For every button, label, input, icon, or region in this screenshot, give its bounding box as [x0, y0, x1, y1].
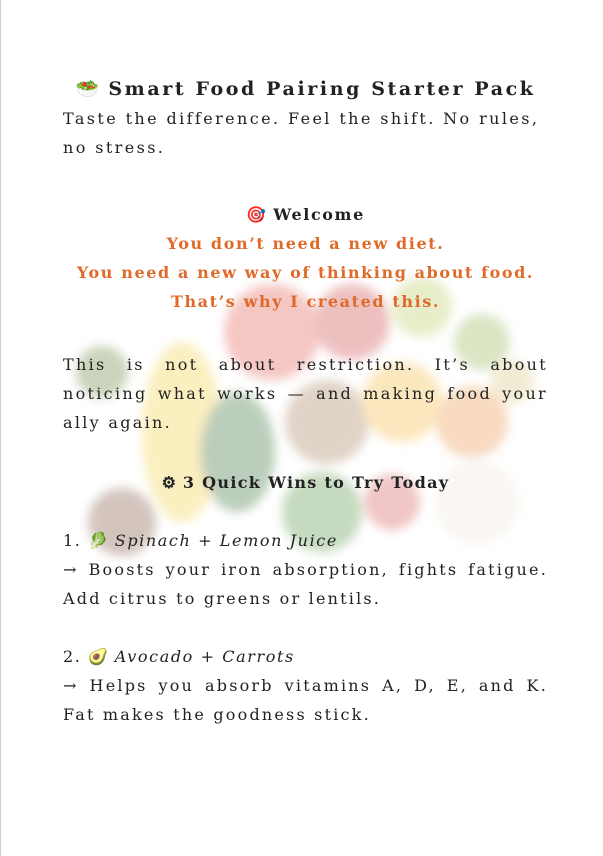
gear-icon: ⚙ [161, 473, 176, 492]
welcome-message [63, 229, 548, 316]
quick-win-description: → Boosts your iron absorption, fights fatigue. Add citrus to greens or lentils. [63, 560, 548, 608]
quick-win-description: → Helps you absorb vitamins A, D, E, and K. Fat makes the goodness stick. [63, 676, 548, 724]
document-body [63, 74, 548, 729]
welcome-heading-text: Welcome [273, 205, 365, 224]
target-icon: 🎯 [246, 205, 267, 224]
welcome-line: That’s why I created this. [170, 292, 441, 311]
tagline: Taste the difference. Feel the shift. No rules, no stress. [63, 109, 540, 157]
welcome-heading [63, 200, 548, 229]
quick-win-number: 2. [63, 647, 82, 666]
page-edge [0, 0, 1, 856]
quick-win-item [63, 642, 548, 729]
quick-win-name: Avocado + Carrots [114, 647, 295, 666]
salad-bowl-icon: 🥗 [75, 78, 100, 100]
quick-win-number: 1. [63, 531, 82, 550]
document-title-text: Smart Food Pairing Starter Pack [108, 78, 536, 100]
quick-win-item [63, 526, 548, 613]
leafy-green-icon: 🥬 [88, 531, 109, 550]
document-title [63, 74, 548, 104]
quick-wins-heading-text: 3 Quick Wins to Try Today [182, 473, 450, 492]
quick-wins-heading [63, 468, 548, 497]
avocado-icon: 🥑 [88, 647, 109, 666]
welcome-line: You don’t need a new diet. [166, 234, 445, 253]
quick-win-title [63, 642, 548, 671]
quick-win-name: Spinach + Lemon Juice [114, 531, 338, 550]
welcome-line: You need a new way of thinking about food. [76, 263, 535, 282]
quick-win-title [63, 526, 548, 555]
intro-paragraph: This is not about restriction. It’s about noticing what works — and making food your ally again. [63, 355, 548, 432]
